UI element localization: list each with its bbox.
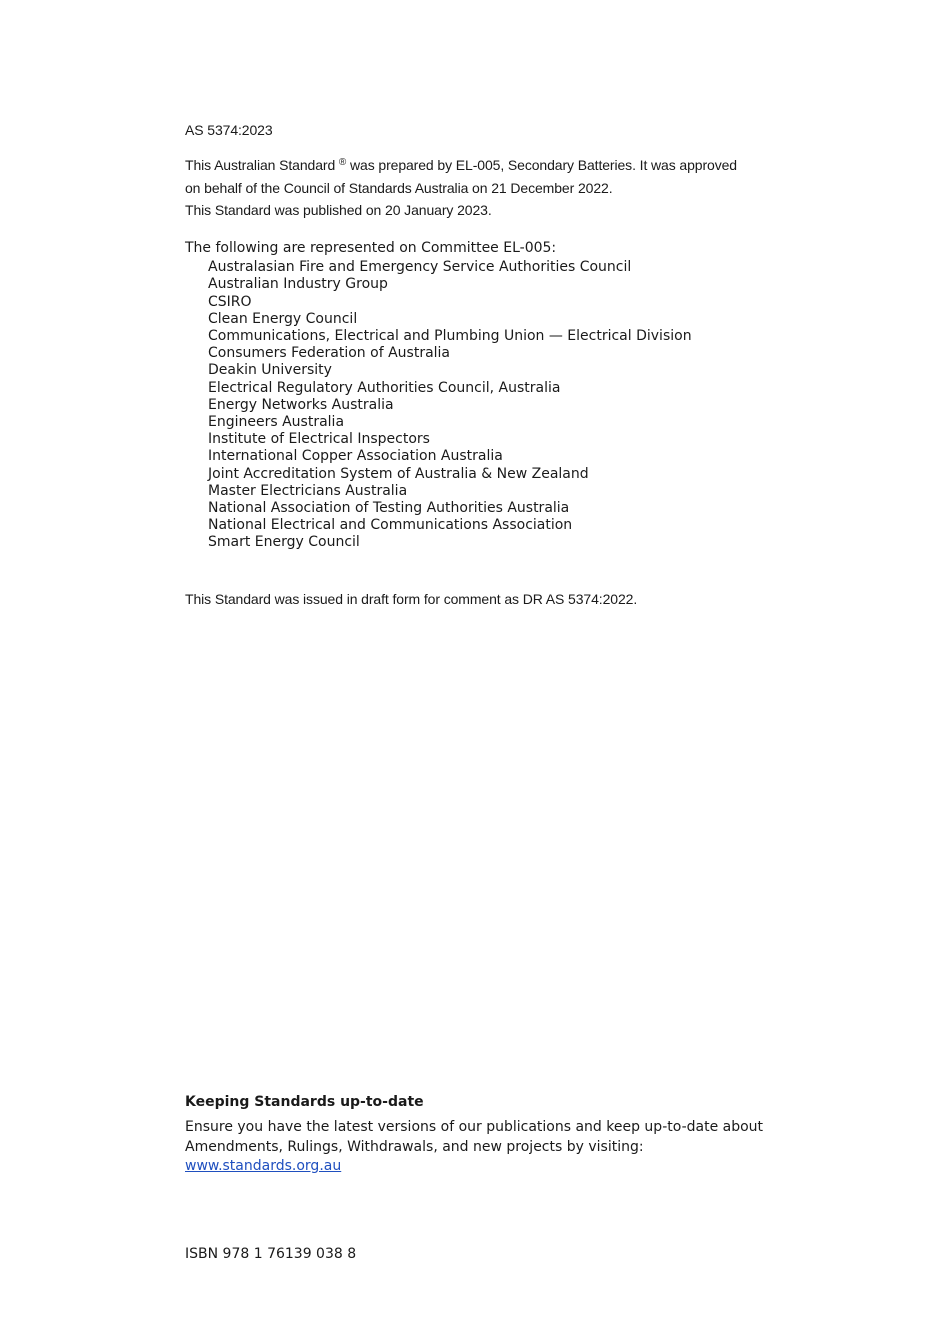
committee-member: Institute of Electrical Inspectors — [208, 431, 430, 448]
keeping-standards-title: Keeping Standards up-to-date — [185, 1094, 424, 1110]
committee-member: National Electrical and Communications Association — [208, 517, 573, 534]
preparation-line-1 — [185, 154, 785, 177]
preparation-line-1-start: This Australian Standard — [185, 157, 339, 173]
committee-member: Australasian Fire and Emergency Service Authorities Council — [208, 259, 632, 276]
isbn: ISBN 978 1 76139 038 8 — [185, 1246, 357, 1262]
committee-member: Engineers Australia — [208, 414, 345, 431]
keeping-standards-section — [185, 1094, 785, 1177]
committee-member-list — [208, 259, 692, 551]
document-id: AS 5374:2023 — [185, 122, 273, 138]
committee-member: Australian Industry Group — [208, 276, 388, 293]
committee-member: International Copper Association Australia — [208, 448, 503, 465]
committee-member: Joint Accreditation System of Australia & New Zealand — [208, 465, 589, 482]
preparation-line-3: This Standard was published on 20 January 2023. — [185, 202, 492, 218]
keeping-standards-text — [185, 1118, 785, 1177]
committee-member: Deakin University — [208, 362, 332, 379]
draft-note: This Standard was issued in draft form for comment as DR AS 5374:2022. — [185, 591, 638, 607]
committee-heading: The following are represented on Committee EL-005: — [185, 240, 557, 256]
committee-member: Master Electricians Australia — [208, 482, 408, 499]
committee-member: Consumers Federation of Australia — [208, 345, 451, 362]
committee-member: Electrical Regulatory Authorities Council, Australia — [208, 379, 561, 396]
preparation-line-1-end: was prepared by EL-005, Secondary Batteries. It was approved — [346, 157, 737, 173]
keeping-standards-line-2: Amendments, Rulings, Withdrawals, and new projects by visiting: — [185, 1138, 644, 1155]
committee-member: Smart Energy Council — [208, 534, 360, 551]
keeping-standards-line-1: Ensure you have the latest versions of our publications and keep up-to-date about — [185, 1119, 764, 1135]
committee-member: Clean Energy Council — [208, 310, 358, 327]
committee-member: CSIRO — [208, 293, 252, 310]
registered-mark: ® — [338, 157, 347, 168]
committee-section — [185, 240, 692, 552]
committee-member: Energy Networks Australia — [208, 396, 394, 413]
preparation-statement — [185, 154, 785, 222]
committee-member: National Association of Testing Authorities Australia — [208, 500, 570, 517]
standards-website-link[interactable]: www.standards.org.au — [185, 1158, 342, 1174]
committee-member: Communications, Electrical and Plumbing Union — Electrical Division — [208, 328, 692, 345]
preparation-line-2: on behalf of the Council of Standards Australia on 21 December 2022. — [185, 179, 613, 196]
